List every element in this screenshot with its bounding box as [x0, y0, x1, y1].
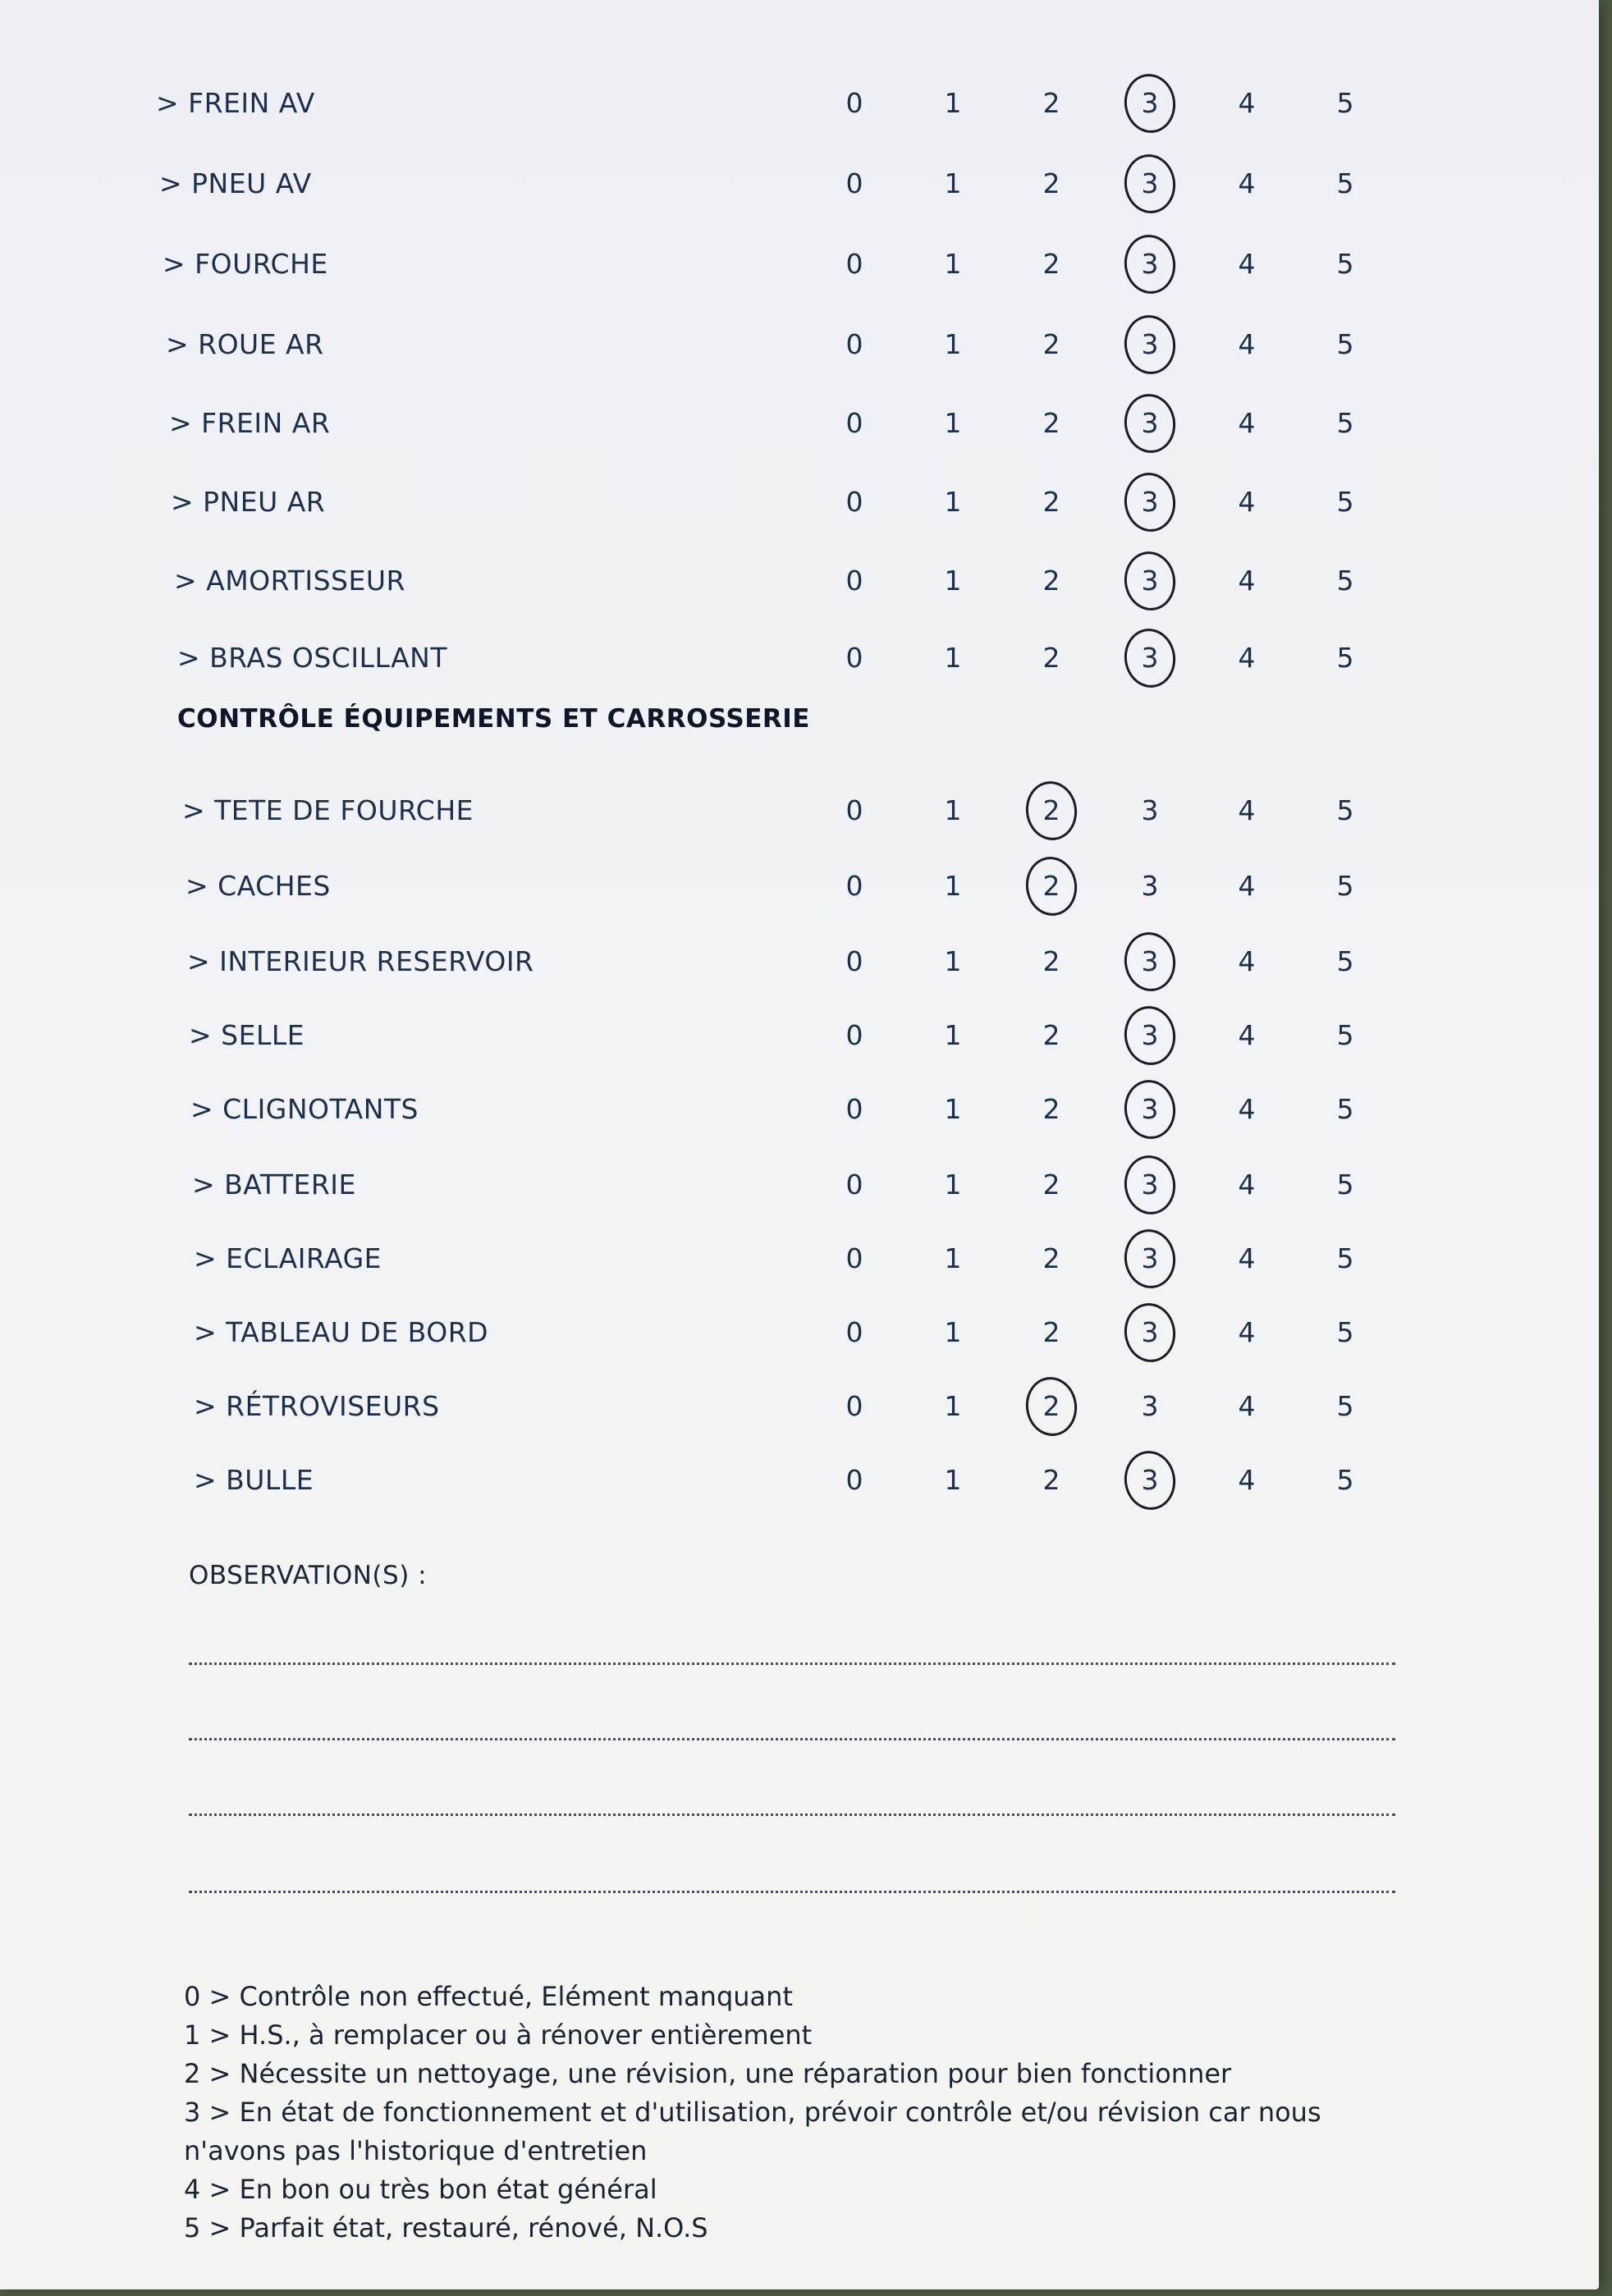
checklist-item-label: > FREIN AV [156, 87, 315, 119]
checklist-item-label: > BRAS OSCILLANT [177, 642, 448, 674]
checklist-item-label: > BULLE [194, 1464, 314, 1496]
checklist-row [0, 550, 1599, 615]
rating-option-2[interactable]: 2 [1042, 642, 1060, 674]
rating-option-3[interactable]: 3 [1121, 248, 1179, 280]
checklist-row [0, 1154, 1599, 1219]
rating-option-4[interactable]: 4 [1238, 870, 1256, 902]
legend-item-4: 4 > En bon ou très bon état général [184, 2174, 657, 2205]
rating-option-3[interactable]: 3 [1121, 945, 1179, 977]
rating-option-5[interactable]: 5 [1336, 642, 1354, 674]
rating-option-1[interactable]: 1 [944, 870, 962, 902]
rating-option-5[interactable]: 5 [1336, 87, 1354, 119]
checklist-row [0, 313, 1599, 379]
rating-option-3[interactable]: 3 [1121, 1169, 1179, 1201]
rating-option-4[interactable]: 4 [1238, 1093, 1256, 1125]
rating-option-1[interactable]: 1 [944, 407, 962, 439]
rating-option-3[interactable]: 3 [1121, 1019, 1179, 1051]
rating-option-1[interactable]: 1 [944, 565, 962, 597]
rating-option-4[interactable]: 4 [1238, 328, 1256, 360]
legend-item-3: 3 > En état de fonctionnement et d'utilisation, prévoir contrôle et/ou révision car nous n'avons pas l'historique d'entretien [184, 2097, 1321, 2166]
checklist-item-label: > ECLAIRAGE [194, 1242, 382, 1274]
rating-option-2[interactable]: 2 [1023, 794, 1080, 826]
checklist-item-label: > BATTERIE [192, 1169, 356, 1201]
legend-item-1: 1 > H.S., à remplacer ou à rénover entièrement [184, 2019, 813, 2051]
rating-option-3[interactable]: 3 [1121, 1316, 1179, 1348]
checklist-item-label: > RÉTROVISEURS [194, 1390, 440, 1422]
rating-option-4[interactable]: 4 [1238, 1464, 1256, 1496]
rating-option-0[interactable]: 0 [845, 1019, 863, 1051]
observation-line-4[interactable] [189, 1891, 1395, 1893]
rating-option-0[interactable]: 0 [845, 248, 863, 280]
rating-option-2[interactable]: 2 [1042, 1019, 1060, 1051]
rating-option-3[interactable]: 3 [1121, 565, 1179, 597]
rating-option-2[interactable]: 2 [1042, 1464, 1060, 1496]
checklist-item-label: > FREIN AR [169, 407, 331, 439]
rating-option-5[interactable]: 5 [1336, 167, 1354, 199]
checklist-item-label: > CACHES [185, 870, 331, 902]
rating-option-0[interactable]: 0 [845, 1169, 863, 1201]
rating-option-1[interactable]: 1 [944, 1093, 962, 1125]
observation-line-2[interactable] [189, 1738, 1395, 1740]
rating-option-2[interactable]: 2 [1042, 328, 1060, 360]
rating-option-3[interactable]: 3 [1121, 87, 1179, 119]
checklist-row [0, 72, 1599, 138]
rating-legend [184, 1978, 1415, 2248]
rating-option-2[interactable]: 2 [1042, 248, 1060, 280]
rating-option-0[interactable]: 0 [845, 1316, 863, 1348]
rating-option-3[interactable]: 3 [1121, 1093, 1179, 1125]
rating-option-3[interactable]: 3 [1141, 870, 1159, 902]
rating-option-4[interactable]: 4 [1238, 945, 1256, 977]
rating-option-4[interactable]: 4 [1238, 407, 1256, 439]
rating-option-5[interactable]: 5 [1336, 1390, 1354, 1422]
checklist-row [0, 153, 1599, 218]
rating-option-4[interactable]: 4 [1238, 1019, 1256, 1051]
rating-option-4[interactable]: 4 [1238, 565, 1256, 597]
rating-option-0[interactable]: 0 [845, 87, 863, 119]
rating-option-1[interactable]: 1 [944, 167, 962, 199]
checklist-row [0, 1301, 1599, 1367]
checklist-item-label: > TETE DE FOURCHE [182, 794, 474, 826]
rating-option-2[interactable]: 2 [1042, 1169, 1060, 1201]
checklist-item-label: > PNEU AV [159, 167, 312, 199]
rating-option-4[interactable]: 4 [1238, 167, 1256, 199]
rating-option-0[interactable]: 0 [845, 407, 863, 439]
rating-option-5[interactable]: 5 [1336, 328, 1354, 360]
checklist-row [0, 627, 1599, 693]
rating-option-0[interactable]: 0 [845, 565, 863, 597]
rating-option-2[interactable]: 2 [1042, 945, 1060, 977]
rating-option-3[interactable]: 3 [1121, 167, 1179, 199]
legend-item-0: 0 > Contrôle non effectué, Elément manquant [184, 1981, 793, 2012]
checklist-row [0, 1078, 1599, 1144]
rating-option-2[interactable]: 2 [1042, 565, 1060, 597]
rating-option-4[interactable]: 4 [1238, 1390, 1256, 1422]
checklist-item-label: > TABLEAU DE BORD [194, 1316, 489, 1348]
checklist-row [0, 780, 1599, 845]
rating-option-1[interactable]: 1 [944, 1316, 962, 1348]
checklist-row [0, 233, 1599, 299]
legend-item-5: 5 > Parfait état, restauré, rénové, N.O.S [184, 2212, 708, 2243]
checklist-row [0, 855, 1599, 921]
rating-option-1[interactable]: 1 [944, 248, 962, 280]
rating-option-5[interactable]: 5 [1336, 870, 1354, 902]
checklist-item-label: > SELLE [189, 1019, 305, 1051]
rating-option-0[interactable]: 0 [845, 870, 863, 902]
rating-option-2[interactable]: 2 [1042, 407, 1060, 439]
rating-option-2[interactable]: 2 [1042, 486, 1060, 518]
rating-option-3[interactable]: 3 [1121, 642, 1179, 674]
rating-option-2[interactable]: 2 [1023, 870, 1080, 902]
rating-option-3[interactable]: 3 [1121, 1464, 1179, 1496]
rating-option-4[interactable]: 4 [1238, 642, 1256, 674]
rating-option-3[interactable]: 3 [1141, 794, 1159, 826]
rating-option-5[interactable]: 5 [1336, 407, 1354, 439]
rating-option-5[interactable]: 5 [1336, 565, 1354, 597]
rating-option-1[interactable]: 1 [944, 1242, 962, 1274]
checklist-item-label: > ROUE AR [166, 328, 324, 360]
rating-option-5[interactable]: 5 [1336, 1169, 1354, 1201]
rating-option-3[interactable]: 3 [1121, 1242, 1179, 1274]
rating-option-3[interactable]: 3 [1121, 328, 1179, 360]
rating-option-0[interactable]: 0 [845, 794, 863, 826]
rating-option-0[interactable]: 0 [845, 328, 863, 360]
checklist-item-label: > INTERIEUR RESERVOIR [187, 945, 534, 977]
checklist-row [0, 1004, 1599, 1070]
rating-option-4[interactable]: 4 [1238, 1169, 1256, 1201]
rating-option-0[interactable]: 0 [845, 945, 863, 977]
observation-line-3[interactable] [189, 1813, 1395, 1816]
rating-option-2[interactable]: 2 [1042, 1242, 1060, 1274]
rating-option-5[interactable]: 5 [1336, 1019, 1354, 1051]
rating-option-0[interactable]: 0 [845, 1390, 863, 1422]
legend-item-2: 2 > Nécessite un nettoyage, une révision, une réparation pour bien fonctionner [184, 2058, 1232, 2089]
rating-option-5[interactable]: 5 [1336, 1464, 1354, 1496]
checklist-item-label: > CLIGNOTANTS [190, 1093, 419, 1125]
rating-option-1[interactable]: 1 [944, 87, 962, 119]
rating-option-2[interactable]: 2 [1042, 167, 1060, 199]
rating-option-3[interactable]: 3 [1121, 486, 1179, 518]
rating-option-5[interactable]: 5 [1336, 1242, 1354, 1274]
rating-option-5[interactable]: 5 [1336, 248, 1354, 280]
rating-option-0[interactable]: 0 [845, 642, 863, 674]
rating-option-3[interactable]: 3 [1121, 407, 1179, 439]
checklist-item-label: > PNEU AR [171, 486, 326, 518]
rating-option-1[interactable]: 1 [944, 1169, 962, 1201]
rating-option-0[interactable]: 0 [845, 1464, 863, 1496]
rating-option-4[interactable]: 4 [1238, 486, 1256, 518]
checklist-row [0, 1228, 1599, 1293]
rating-option-1[interactable]: 1 [944, 642, 962, 674]
observations-label: OBSERVATION(S) : [189, 1561, 428, 1590]
rating-option-0[interactable]: 0 [845, 1242, 863, 1274]
rating-option-0[interactable]: 0 [845, 486, 863, 518]
rating-option-4[interactable]: 4 [1238, 1242, 1256, 1274]
checklist-row [0, 1449, 1599, 1515]
rating-option-0[interactable]: 0 [845, 1093, 863, 1125]
rating-option-5[interactable]: 5 [1336, 794, 1354, 826]
rating-option-5[interactable]: 5 [1336, 1093, 1354, 1125]
rating-option-5[interactable]: 5 [1336, 1316, 1354, 1348]
rating-option-2[interactable]: 2 [1042, 1093, 1060, 1125]
checklist-row [0, 471, 1599, 537]
rating-option-2[interactable]: 2 [1042, 1316, 1060, 1348]
rating-option-4[interactable]: 4 [1238, 87, 1256, 119]
observation-line-1[interactable] [189, 1663, 1395, 1665]
rating-option-3[interactable]: 3 [1141, 1390, 1159, 1422]
section-title-equipment: CONTRÔLE ÉQUIPEMENTS ET CARROSSERIE [177, 704, 810, 734]
rating-option-5[interactable]: 5 [1336, 486, 1354, 518]
checklist-row [0, 1375, 1599, 1441]
checklist-item-label: > FOURCHE [163, 248, 328, 280]
rating-option-1[interactable]: 1 [944, 1464, 962, 1496]
rating-option-1[interactable]: 1 [944, 945, 962, 977]
rating-option-2[interactable]: 2 [1042, 87, 1060, 119]
rating-option-5[interactable]: 5 [1336, 945, 1354, 977]
rating-option-4[interactable]: 4 [1238, 248, 1256, 280]
rating-option-1[interactable]: 1 [944, 794, 962, 826]
rating-option-4[interactable]: 4 [1238, 794, 1256, 826]
rating-option-1[interactable]: 1 [944, 1019, 962, 1051]
checklist-row [0, 931, 1599, 996]
rating-option-1[interactable]: 1 [944, 1390, 962, 1422]
rating-option-2[interactable]: 2 [1023, 1390, 1080, 1422]
rating-option-1[interactable]: 1 [944, 328, 962, 360]
checklist-row [0, 392, 1599, 458]
rating-option-4[interactable]: 4 [1238, 1316, 1256, 1348]
rating-option-1[interactable]: 1 [944, 486, 962, 518]
rating-option-0[interactable]: 0 [845, 167, 863, 199]
checklist-item-label: > AMORTISSEUR [174, 565, 405, 597]
